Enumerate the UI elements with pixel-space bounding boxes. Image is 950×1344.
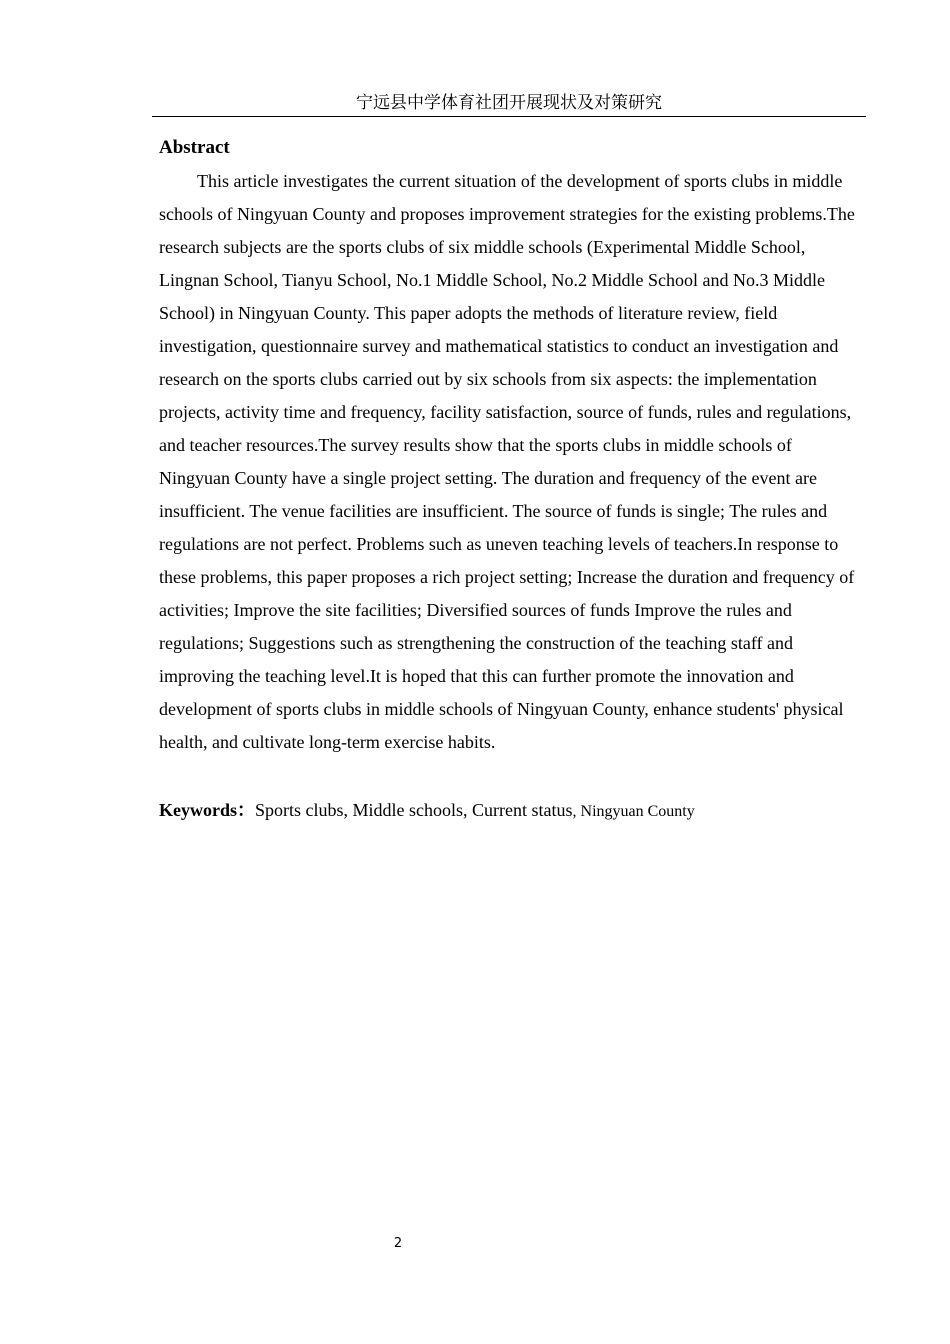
keywords-label: Keywords：	[159, 800, 255, 820]
abstract-body: This article investigates the current situation of the development of sports clubs in middle schools of Ningyuan County and proposes improvement strategies for the existing problems.The research subjects are the sports clubs of six middle schools (Experimental Middle School, Lingnan School, Tianyu School, No.1 Middle School, No.2 Middle School and No.3 Middle School) in Ningyuan County. This paper adopts the methods of literature review, field investigation, questionnaire survey and mathematical statistics to conduct an investigation and research on the sports clubs carried out by six schools from six aspects: the implementation projects, activity time and frequency, facility satisfaction, source of funds, rules and regulations, and teacher resources.The survey results show that the sports clubs in middle schools of Ningyuan County have a single project setting. The duration and frequency of the event are insufficient. The venue facilities are insufficient. The source of funds is single; The rules and regulations are not perfect. Problems such as uneven teaching levels of teachers.In response to these problems, this paper proposes a rich project setting; Increase the duration and frequency of activities; Improve the site facilities; Diversified sources of funds Improve the rules and regulations; Suggestions such as strengthening the construction of the teaching staff and improving the teaching level.It is hoped that this can further promote the innovation and development of sports clubs in middle schools of Ningyuan County, enhance students' physical health, and cultivate long-term exercise habits.	[159, 171, 855, 752]
keyword-separator: ,	[343, 800, 353, 820]
abstract-heading: Abstract	[159, 137, 230, 158]
keyword-separator: ,	[572, 803, 581, 820]
keyword-item: Current status	[472, 800, 573, 820]
running-header-title: 宁远县中学体育社团开展现状及对策研究	[152, 92, 866, 117]
keyword-item: Middle schools	[352, 800, 464, 820]
keyword-item: Sports clubs	[255, 800, 344, 820]
keywords-line	[159, 796, 859, 826]
page-number: 2	[393, 1236, 403, 1251]
keyword-item: Ningyuan County	[580, 803, 695, 820]
keyword-separator: ,	[463, 800, 473, 820]
